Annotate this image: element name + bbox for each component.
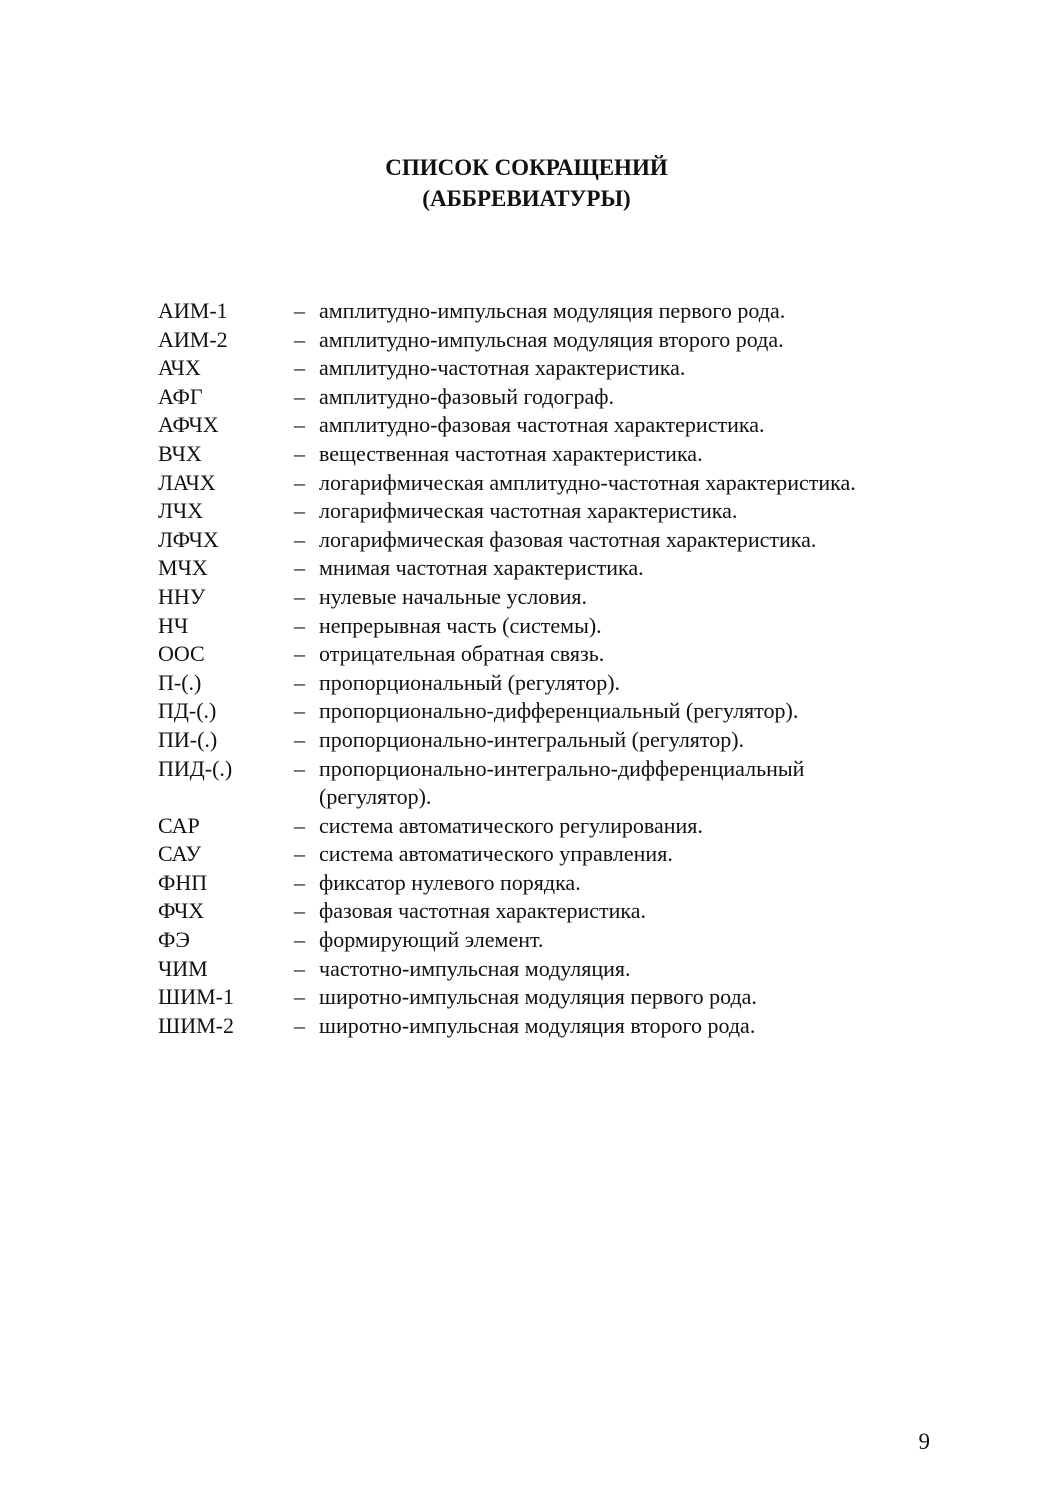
list-item (158, 840, 958, 869)
list-item (158, 383, 958, 412)
abbreviation-list (158, 297, 958, 1040)
list-item (158, 612, 958, 641)
definition: система автоматического регулирования. (319, 812, 703, 838)
dash: – (294, 498, 305, 524)
abbreviation: ШИМ-1 (158, 984, 234, 1010)
dash: – (294, 583, 305, 609)
dash: – (294, 412, 305, 438)
definition: амплитудно-фазовая частотная характеристика. (319, 412, 765, 438)
definition: амплитудно-импульсная модуляция второго рода. (319, 326, 784, 352)
definition: амплитудно-импульсная модуляция первого рода. (319, 298, 786, 323)
definition: амплитудно-фазовый годограф. (319, 383, 615, 409)
abbreviation: ВЧХ (158, 440, 202, 466)
definition: широтно-импульсная модуляция первого рода. (319, 984, 757, 1010)
list-item (158, 955, 958, 984)
abbreviation: ЛФЧХ (158, 526, 219, 552)
definition: система автоматического управления. (319, 841, 673, 867)
abbreviation: ФНП (158, 869, 208, 895)
definition: мнимая частотная характеристика. (319, 555, 644, 581)
dash: – (294, 298, 305, 323)
abbreviation: ФЧХ (158, 898, 205, 924)
abbreviation: АИМ-1 (158, 298, 228, 323)
list-item (158, 583, 958, 612)
list-item (158, 755, 958, 812)
definition: амплитудно-частотная характеристика. (319, 355, 686, 381)
abbreviation: ПД-(.) (158, 698, 217, 724)
abbreviation: ШИМ-2 (158, 1012, 234, 1038)
list-item (158, 554, 958, 583)
abbreviation: АФГ (158, 383, 203, 409)
dash: – (294, 726, 305, 752)
definition: формирующий элемент. (319, 927, 544, 953)
definition: фазовая частотная характеристика. (319, 898, 647, 924)
dash: – (294, 526, 305, 552)
page-title (0, 152, 1053, 214)
abbreviation: ПИД-(.) (158, 755, 233, 781)
abbreviation: ФЭ (158, 927, 190, 953)
definition: логарифмическая частотная характеристика. (319, 498, 738, 524)
dash: – (294, 812, 305, 838)
definition: частотно-импульсная модуляция. (319, 955, 631, 981)
dash: – (294, 841, 305, 867)
list-item (158, 354, 958, 383)
list-item (158, 411, 958, 440)
list-item (158, 726, 958, 755)
dash: – (294, 755, 305, 781)
dash: – (294, 898, 305, 924)
abbreviation: ЧИМ (158, 955, 208, 981)
dash: – (294, 555, 305, 581)
definition: пропорционально-дифференциальный (регулятор). (319, 698, 799, 724)
list-item (158, 326, 958, 355)
list-item (158, 526, 958, 555)
dash: – (294, 383, 305, 409)
list-item (158, 897, 958, 926)
dash: – (294, 1012, 305, 1038)
dash: – (294, 612, 305, 638)
definition: широтно-импульсная модуляция второго рода. (319, 1012, 756, 1038)
dash: – (294, 869, 305, 895)
list-item (158, 497, 958, 526)
list-item (158, 697, 958, 726)
abbreviation: САР (158, 812, 200, 838)
abbreviation: АФЧХ (158, 412, 219, 438)
definition: нулевые начальные условия. (319, 583, 588, 609)
abbreviation: АИМ-2 (158, 326, 228, 352)
dash: – (294, 355, 305, 381)
abbreviation: МЧХ (158, 555, 208, 581)
title-line-1: СПИСОК СОКРАЩЕНИЙ (385, 155, 668, 180)
dash: – (294, 984, 305, 1010)
definition: пропорционально-интегральный (регулятор). (319, 726, 745, 752)
abbreviation: ООС (158, 641, 205, 667)
list-item (158, 469, 958, 498)
abbreviation: САУ (158, 841, 202, 867)
abbreviation: ЛАЧХ (158, 469, 216, 495)
abbreviation: НЧ (158, 612, 189, 638)
definition: пропорциональный (регулятор). (319, 669, 621, 695)
definition: логарифмическая амплитудно-частотная характеристика. (319, 469, 856, 495)
page-number: 9 (918, 1429, 930, 1454)
definition: непрерывная часть (системы). (319, 612, 602, 638)
definition: фиксатор нулевого порядка. (319, 869, 581, 895)
abbreviation: ПИ-(.) (158, 726, 218, 752)
abbreviation: ЛЧХ (158, 498, 204, 524)
list-item (158, 869, 958, 898)
dash: – (294, 927, 305, 953)
definition: отрицательная обратная связь. (319, 641, 605, 667)
list-item (158, 640, 958, 669)
abbreviation: П-(.) (158, 669, 202, 695)
list-item (158, 440, 958, 469)
dash: – (294, 326, 305, 352)
definition: пропорционально-интегрально-дифференциальный (регулятор). (319, 755, 805, 810)
list-item (158, 983, 958, 1012)
list-item (158, 812, 958, 841)
abbreviation: АЧХ (158, 355, 201, 381)
dash: – (294, 669, 305, 695)
definition: логарифмическая фазовая частотная характеристика. (319, 526, 817, 552)
list-item (158, 669, 958, 698)
list-item (158, 926, 958, 955)
title-line-2: (АББРЕВИАТУРЫ) (422, 186, 631, 211)
list-item (158, 1012, 958, 1041)
dash: – (294, 955, 305, 981)
list-item (158, 297, 958, 326)
dash: – (294, 440, 305, 466)
dash: – (294, 698, 305, 724)
definition: вещественная частотная характеристика. (319, 440, 703, 466)
dash: – (294, 641, 305, 667)
abbreviation: ННУ (158, 583, 206, 609)
dash: – (294, 469, 305, 495)
